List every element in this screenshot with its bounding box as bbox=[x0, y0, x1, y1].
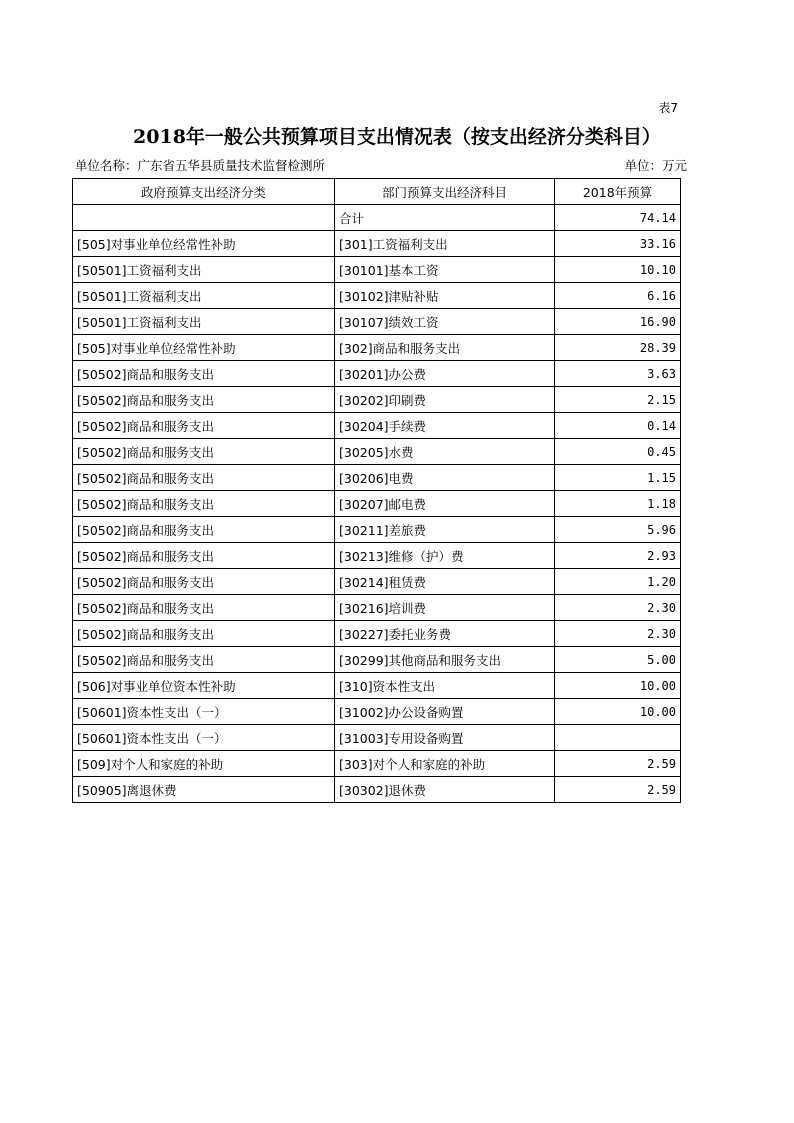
column-header-dept: 部门预算支出经济科目 bbox=[335, 179, 555, 205]
cell-amount: 2.30 bbox=[555, 595, 681, 621]
meta-line bbox=[75, 156, 687, 174]
cell-gov-category: [50502]商品和服务支出 bbox=[73, 517, 335, 543]
cell-dept-category: [310]资本性支出 bbox=[335, 673, 555, 699]
cell-dept-category: [30206]电费 bbox=[335, 465, 555, 491]
cell-dept-category: [301]工资福利支出 bbox=[335, 231, 555, 257]
cell-amount: 33.16 bbox=[555, 231, 681, 257]
table-row bbox=[73, 673, 681, 699]
cell-amount: 2.59 bbox=[555, 751, 681, 777]
table-number: 表7 bbox=[658, 101, 678, 115]
cell-dept-category: 合计 bbox=[335, 205, 555, 231]
cell-gov-category: [50501]工资福利支出 bbox=[73, 309, 335, 335]
cell-gov-category: [50502]商品和服务支出 bbox=[73, 647, 335, 673]
table-row bbox=[73, 387, 681, 413]
cell-gov-category: [50501]工资福利支出 bbox=[73, 257, 335, 283]
cell-dept-category: [30205]水费 bbox=[335, 439, 555, 465]
cell-dept-category: [30216]培训费 bbox=[335, 595, 555, 621]
cell-amount: 10.00 bbox=[555, 673, 681, 699]
cell-gov-category: [50601]资本性支出（一） bbox=[73, 725, 335, 751]
cell-dept-category: [30214]租赁费 bbox=[335, 569, 555, 595]
cell-gov-category: [50502]商品和服务支出 bbox=[73, 439, 335, 465]
cell-dept-category: [30213]维修（护）费 bbox=[335, 543, 555, 569]
table-row bbox=[73, 361, 681, 387]
table-row bbox=[73, 257, 681, 283]
cell-amount: 10.10 bbox=[555, 257, 681, 283]
cell-amount: 28.39 bbox=[555, 335, 681, 361]
table-row bbox=[73, 413, 681, 439]
cell-gov-category bbox=[73, 205, 335, 231]
cell-gov-category: [505]对事业单位经常性补助 bbox=[73, 335, 335, 361]
cell-dept-category: [30207]邮电费 bbox=[335, 491, 555, 517]
cell-amount: 1.15 bbox=[555, 465, 681, 491]
table-row bbox=[73, 517, 681, 543]
cell-gov-category: [50905]离退休费 bbox=[73, 777, 335, 803]
cell-amount: 74.14 bbox=[555, 205, 681, 231]
cell-dept-category: [30211]差旅费 bbox=[335, 517, 555, 543]
table-row bbox=[73, 699, 681, 725]
cell-dept-category: [302]商品和服务支出 bbox=[335, 335, 555, 361]
cell-gov-category: [50502]商品和服务支出 bbox=[73, 361, 335, 387]
cell-amount: 2.30 bbox=[555, 621, 681, 647]
cell-dept-category: [30201]办公费 bbox=[335, 361, 555, 387]
cell-gov-category: [50502]商品和服务支出 bbox=[73, 465, 335, 491]
table-row bbox=[73, 439, 681, 465]
cell-dept-category: [31002]办公设备购置 bbox=[335, 699, 555, 725]
cell-dept-category: [303]对个人和家庭的补助 bbox=[335, 751, 555, 777]
cell-amount bbox=[555, 725, 681, 751]
cell-dept-category: [30204]手续费 bbox=[335, 413, 555, 439]
table-row bbox=[73, 725, 681, 751]
cell-amount: 2.93 bbox=[555, 543, 681, 569]
table-row bbox=[73, 777, 681, 803]
cell-dept-category: [30107]绩效工资 bbox=[335, 309, 555, 335]
cell-gov-category: [50601]资本性支出（一） bbox=[73, 699, 335, 725]
cell-amount: 0.45 bbox=[555, 439, 681, 465]
table-row bbox=[73, 283, 681, 309]
table-header-row bbox=[73, 179, 681, 205]
cell-amount: 0.14 bbox=[555, 413, 681, 439]
cell-amount: 1.18 bbox=[555, 491, 681, 517]
table-row bbox=[73, 569, 681, 595]
cell-amount: 3.63 bbox=[555, 361, 681, 387]
table-body bbox=[73, 205, 681, 803]
cell-dept-category: [30299]其他商品和服务支出 bbox=[335, 647, 555, 673]
cell-dept-category: [31003]专用设备购置 bbox=[335, 725, 555, 751]
cell-amount: 1.20 bbox=[555, 569, 681, 595]
table-row bbox=[73, 621, 681, 647]
cell-dept-category: [30101]基本工资 bbox=[335, 257, 555, 283]
table-row bbox=[73, 647, 681, 673]
table-row bbox=[73, 335, 681, 361]
cell-gov-category: [50502]商品和服务支出 bbox=[73, 621, 335, 647]
unit-name: 单位名称：广东省五华县质量技术监督检测所 bbox=[75, 158, 326, 173]
table-row bbox=[73, 543, 681, 569]
cell-gov-category: [506]对事业单位资本性补助 bbox=[73, 673, 335, 699]
cell-dept-category: [30202]印刷费 bbox=[335, 387, 555, 413]
cell-dept-category: [30227]委托业务费 bbox=[335, 621, 555, 647]
cell-amount: 2.15 bbox=[555, 387, 681, 413]
cell-gov-category: [50502]商品和服务支出 bbox=[73, 387, 335, 413]
table-row bbox=[73, 465, 681, 491]
cell-amount: 5.00 bbox=[555, 647, 681, 673]
table-row bbox=[73, 205, 681, 231]
cell-amount: 10.00 bbox=[555, 699, 681, 725]
cell-amount: 5.96 bbox=[555, 517, 681, 543]
cell-gov-category: [50502]商品和服务支出 bbox=[73, 491, 335, 517]
table-row bbox=[73, 231, 681, 257]
budget-table bbox=[72, 178, 681, 803]
cell-amount: 2.59 bbox=[555, 777, 681, 803]
table-row bbox=[73, 309, 681, 335]
column-header-gov: 政府预算支出经济分类 bbox=[73, 179, 335, 205]
cell-gov-category: [505]对事业单位经常性补助 bbox=[73, 231, 335, 257]
cell-gov-category: [50502]商品和服务支出 bbox=[73, 413, 335, 439]
cell-gov-category: [50502]商品和服务支出 bbox=[73, 595, 335, 621]
unit-label: 单位：万元 bbox=[624, 158, 687, 173]
cell-amount: 16.90 bbox=[555, 309, 681, 335]
table-row bbox=[73, 751, 681, 777]
cell-dept-category: [30102]津贴补贴 bbox=[335, 283, 555, 309]
table-row bbox=[73, 595, 681, 621]
cell-amount: 6.16 bbox=[555, 283, 681, 309]
table-row bbox=[73, 491, 681, 517]
cell-dept-category: [30302]退休费 bbox=[335, 777, 555, 803]
cell-gov-category: [509]对个人和家庭的补助 bbox=[73, 751, 335, 777]
page-title: 2018年一般公共预算项目支出情况表（按支出经济分类科目） bbox=[133, 126, 661, 148]
cell-gov-category: [50502]商品和服务支出 bbox=[73, 543, 335, 569]
cell-gov-category: [50502]商品和服务支出 bbox=[73, 569, 335, 595]
column-header-amount: 2018年预算 bbox=[555, 179, 681, 205]
cell-gov-category: [50501]工资福利支出 bbox=[73, 283, 335, 309]
